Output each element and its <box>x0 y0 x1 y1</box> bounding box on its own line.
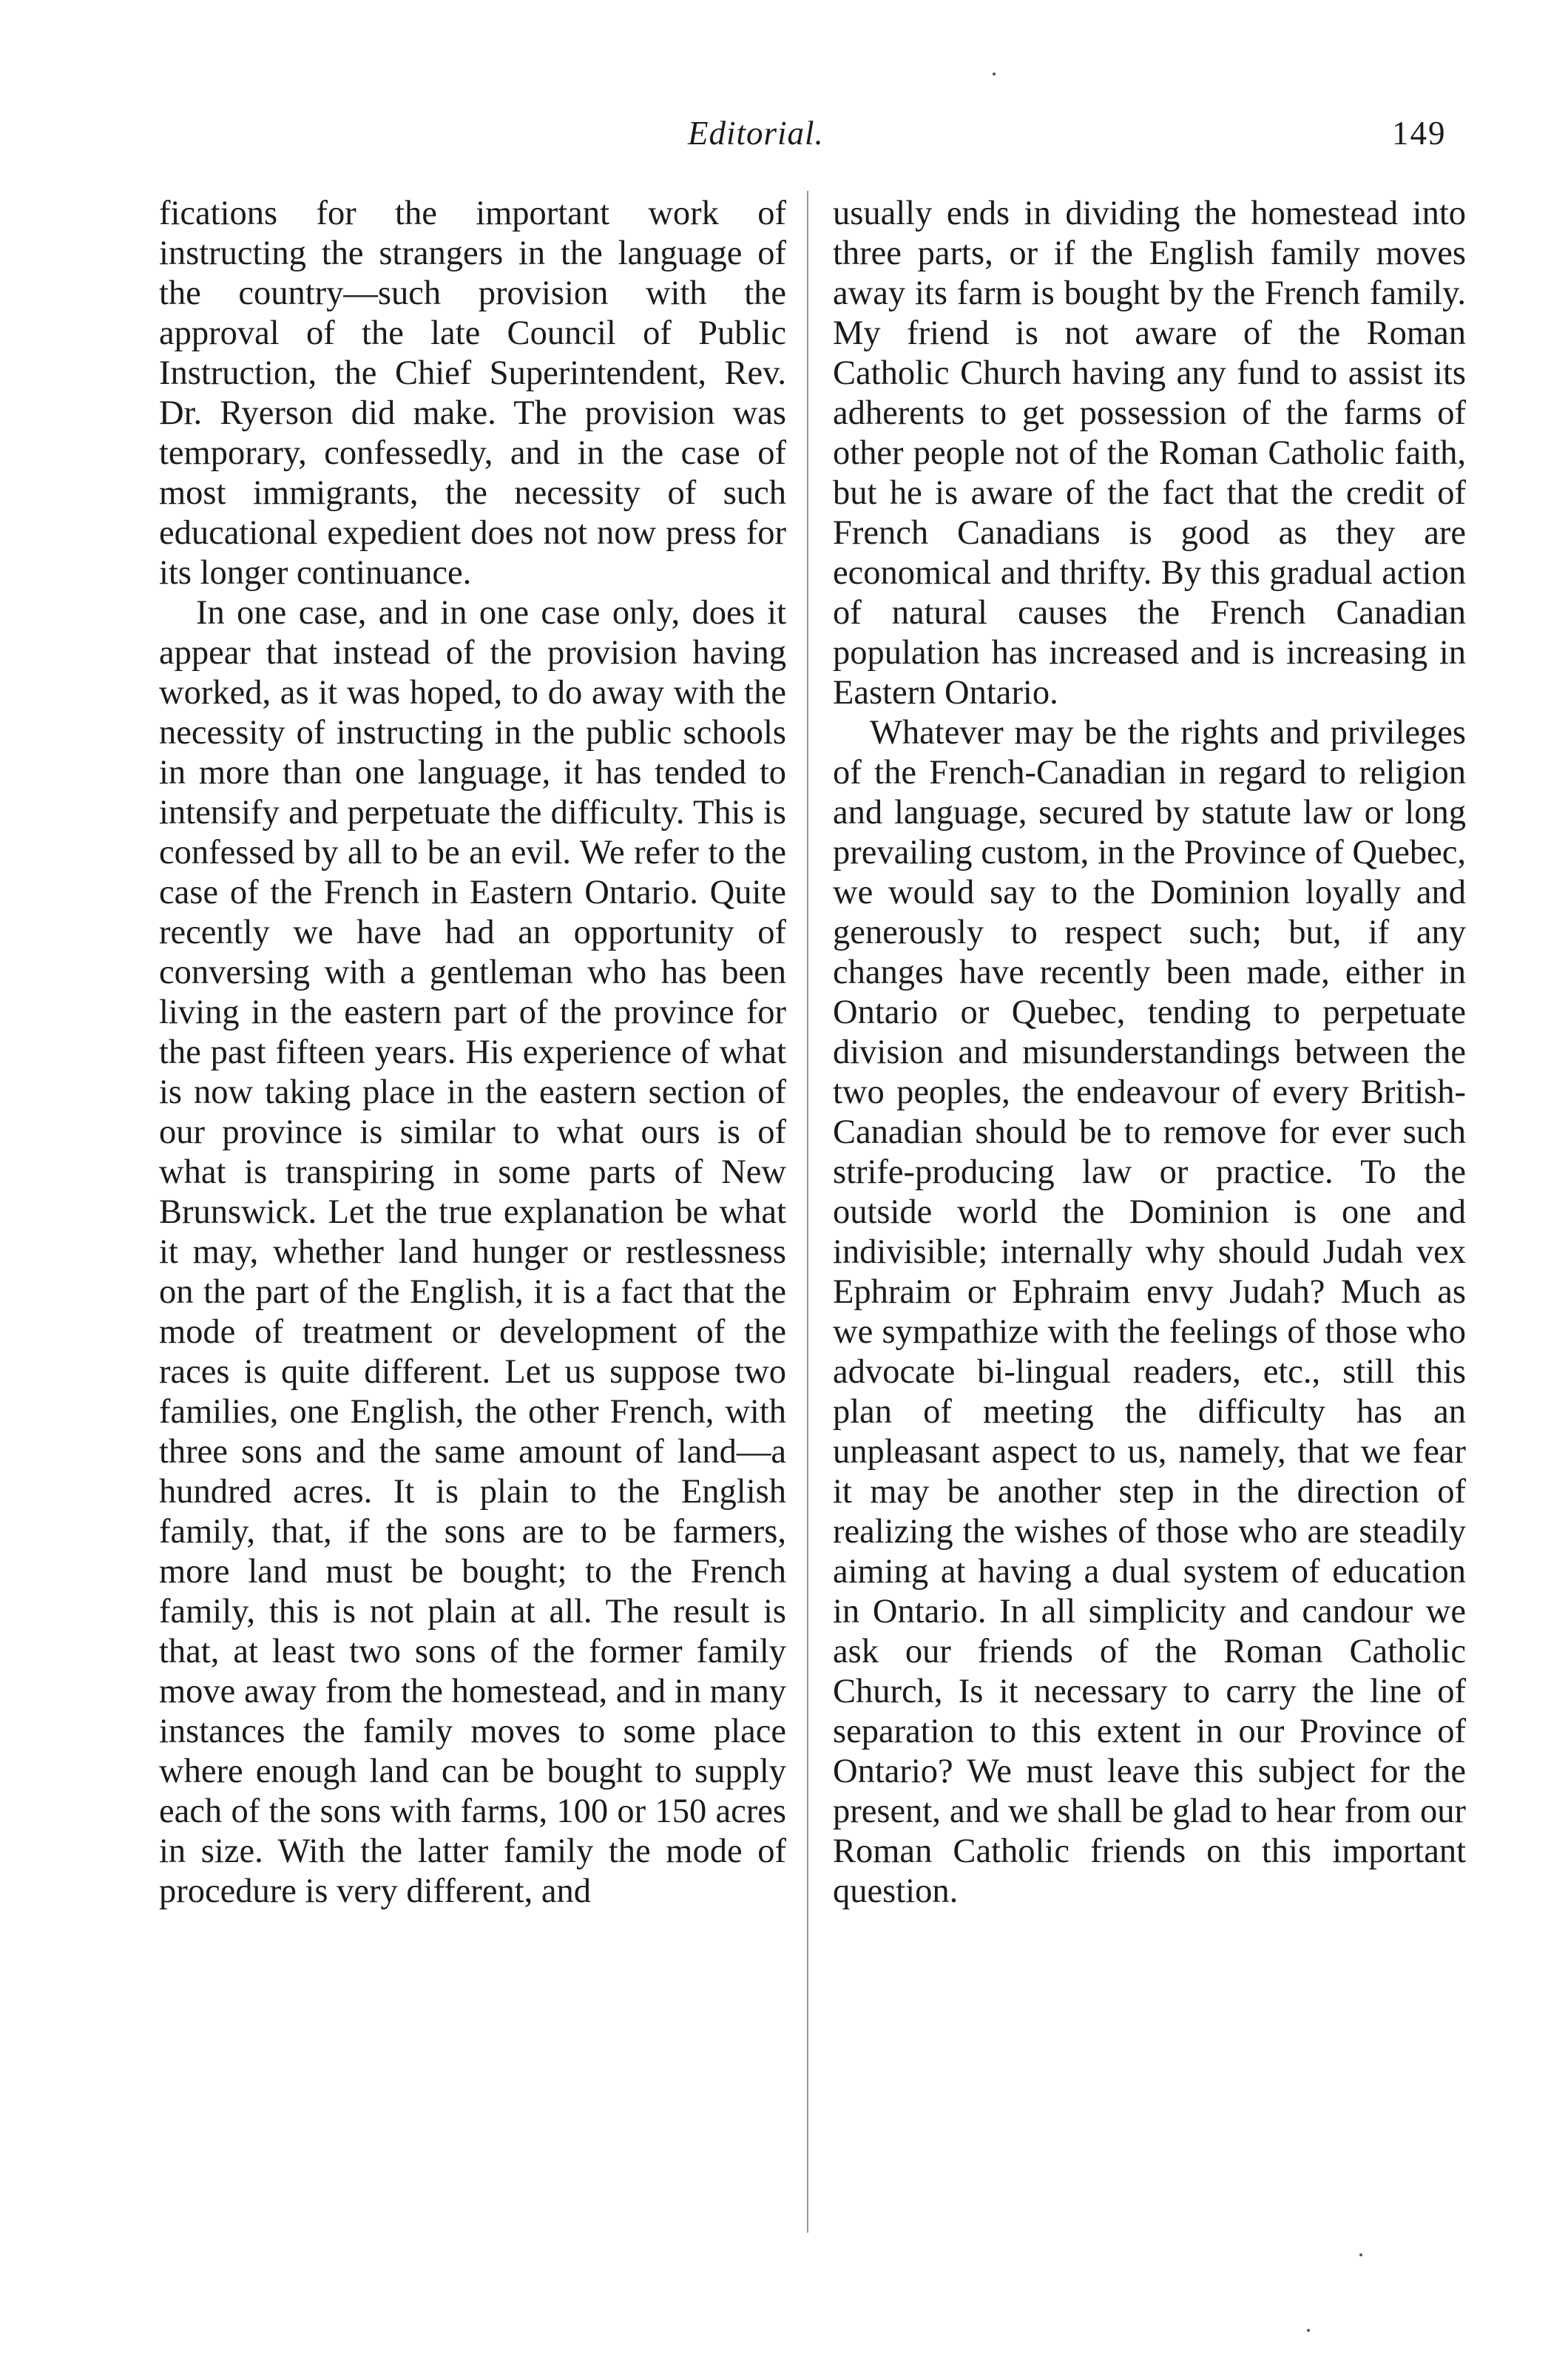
running-title: Editorial. <box>688 115 824 152</box>
left-paragraph-2: In one case, and in one case only, does it appear that instead of the provision having worked, as it was hoped, to do away with the necessity of instructing in the public schools in more than one language, it has tended to intensify and perpetuate the difficulty. This is confessed by all to be an evil. We refer to the case of the French in Eastern Ontario. Quite recently we have had an opportunity of conversing with a gentleman who has been living in the eastern part of the province for the past fifteen years. His experience of what is now taking place in the eastern section of our province is similar to what ours is of what is transpiring in some parts of New Brunswick. Let the true explanation be what it may, whether land hunger or restlessness on the part of the English, it is a fact that the mode of treatment or development of the races is quite different. Let us suppose two families, one English, the other French, with three sons and the same amount of land—a hundred acres. It is plain to the English family, that, if the sons are to be farmers, more land must be bought; to the French family, this is not plain at all. The result is that, at least two sons of the former family move away from the homestead, and in many instances the family moves to some place where enough land can be bought to supply each of the sons with farms, 100 or 150 acres in size. With the latter family the mode of procedure is very different, and <box>159 594 786 1910</box>
right-column <box>833 194 1466 1912</box>
page-number: 149 <box>1392 115 1447 152</box>
left-column <box>159 194 786 1912</box>
left-paragraph-1: fications for the important work of instructing the strangers in the language of the country—such provision with the approval of the late Council of Public Instruction, the Chief Superintendent, Rev. Dr. Ryerson did make. The provision was temporary, confessedly, and in the case of most immigrants, the necessity of such educational expedient does not now press for its longer continuance. <box>159 195 786 592</box>
right-paragraph-2: Whatever may be the rights and privileges of the French-Canadian in regard to religion and language, secured by statute law or long prevailing custom, in the Province of Quebec, we would say to the Dominion loyally and generously to respect such; but, if any changes have recently been made, either in Ontario or Quebec, tending to perpetuate division and misunderstandings between the two peoples, the endeavour of every British-Canadian should be to remove for ever such strife-producing law or practice. To the outside world the Dominion is one and indivisible; internally why should Judah vex Ephraim or Ephraim envy Judah? Much as we sympathize with the feelings of those who advocate bi-lingual readers, etc., still this plan of meeting the difficulty has an unpleasant aspect to us, namely, that we fear it may be another step in the direction of realizing the wishes of those who are steadily aiming at having a dual system of education in Ontario. In all simplicity and candour we ask our friends of the Roman Catholic Church, Is it necessary to carry the line of separation to this extent in our Province of Ontario? We must leave this subject for the present, and we shall be glad to hear from our Roman Catholic friends on this important question. <box>833 714 1466 1910</box>
page-header <box>0 111 1568 155</box>
print-speck <box>1307 2329 1310 2332</box>
print-speck <box>1359 2253 1362 2256</box>
right-paragraph-1: usually ends in dividing the homestead into three parts, or if the English family moves away its farm is bought by the French family. My friend is not aware of the Roman Catholic Church having any fund to assist its adherents to get possession of the farms of other people not of the Roman Catholic faith, but he is aware of the fact that the credit of French Canadians is good as they are economical and thrifty. By this gradual action of natural causes the French Canadian population has increased and is increasing in Eastern Ontario. <box>833 195 1466 712</box>
column-divider <box>807 191 808 2233</box>
print-speck <box>993 72 996 75</box>
